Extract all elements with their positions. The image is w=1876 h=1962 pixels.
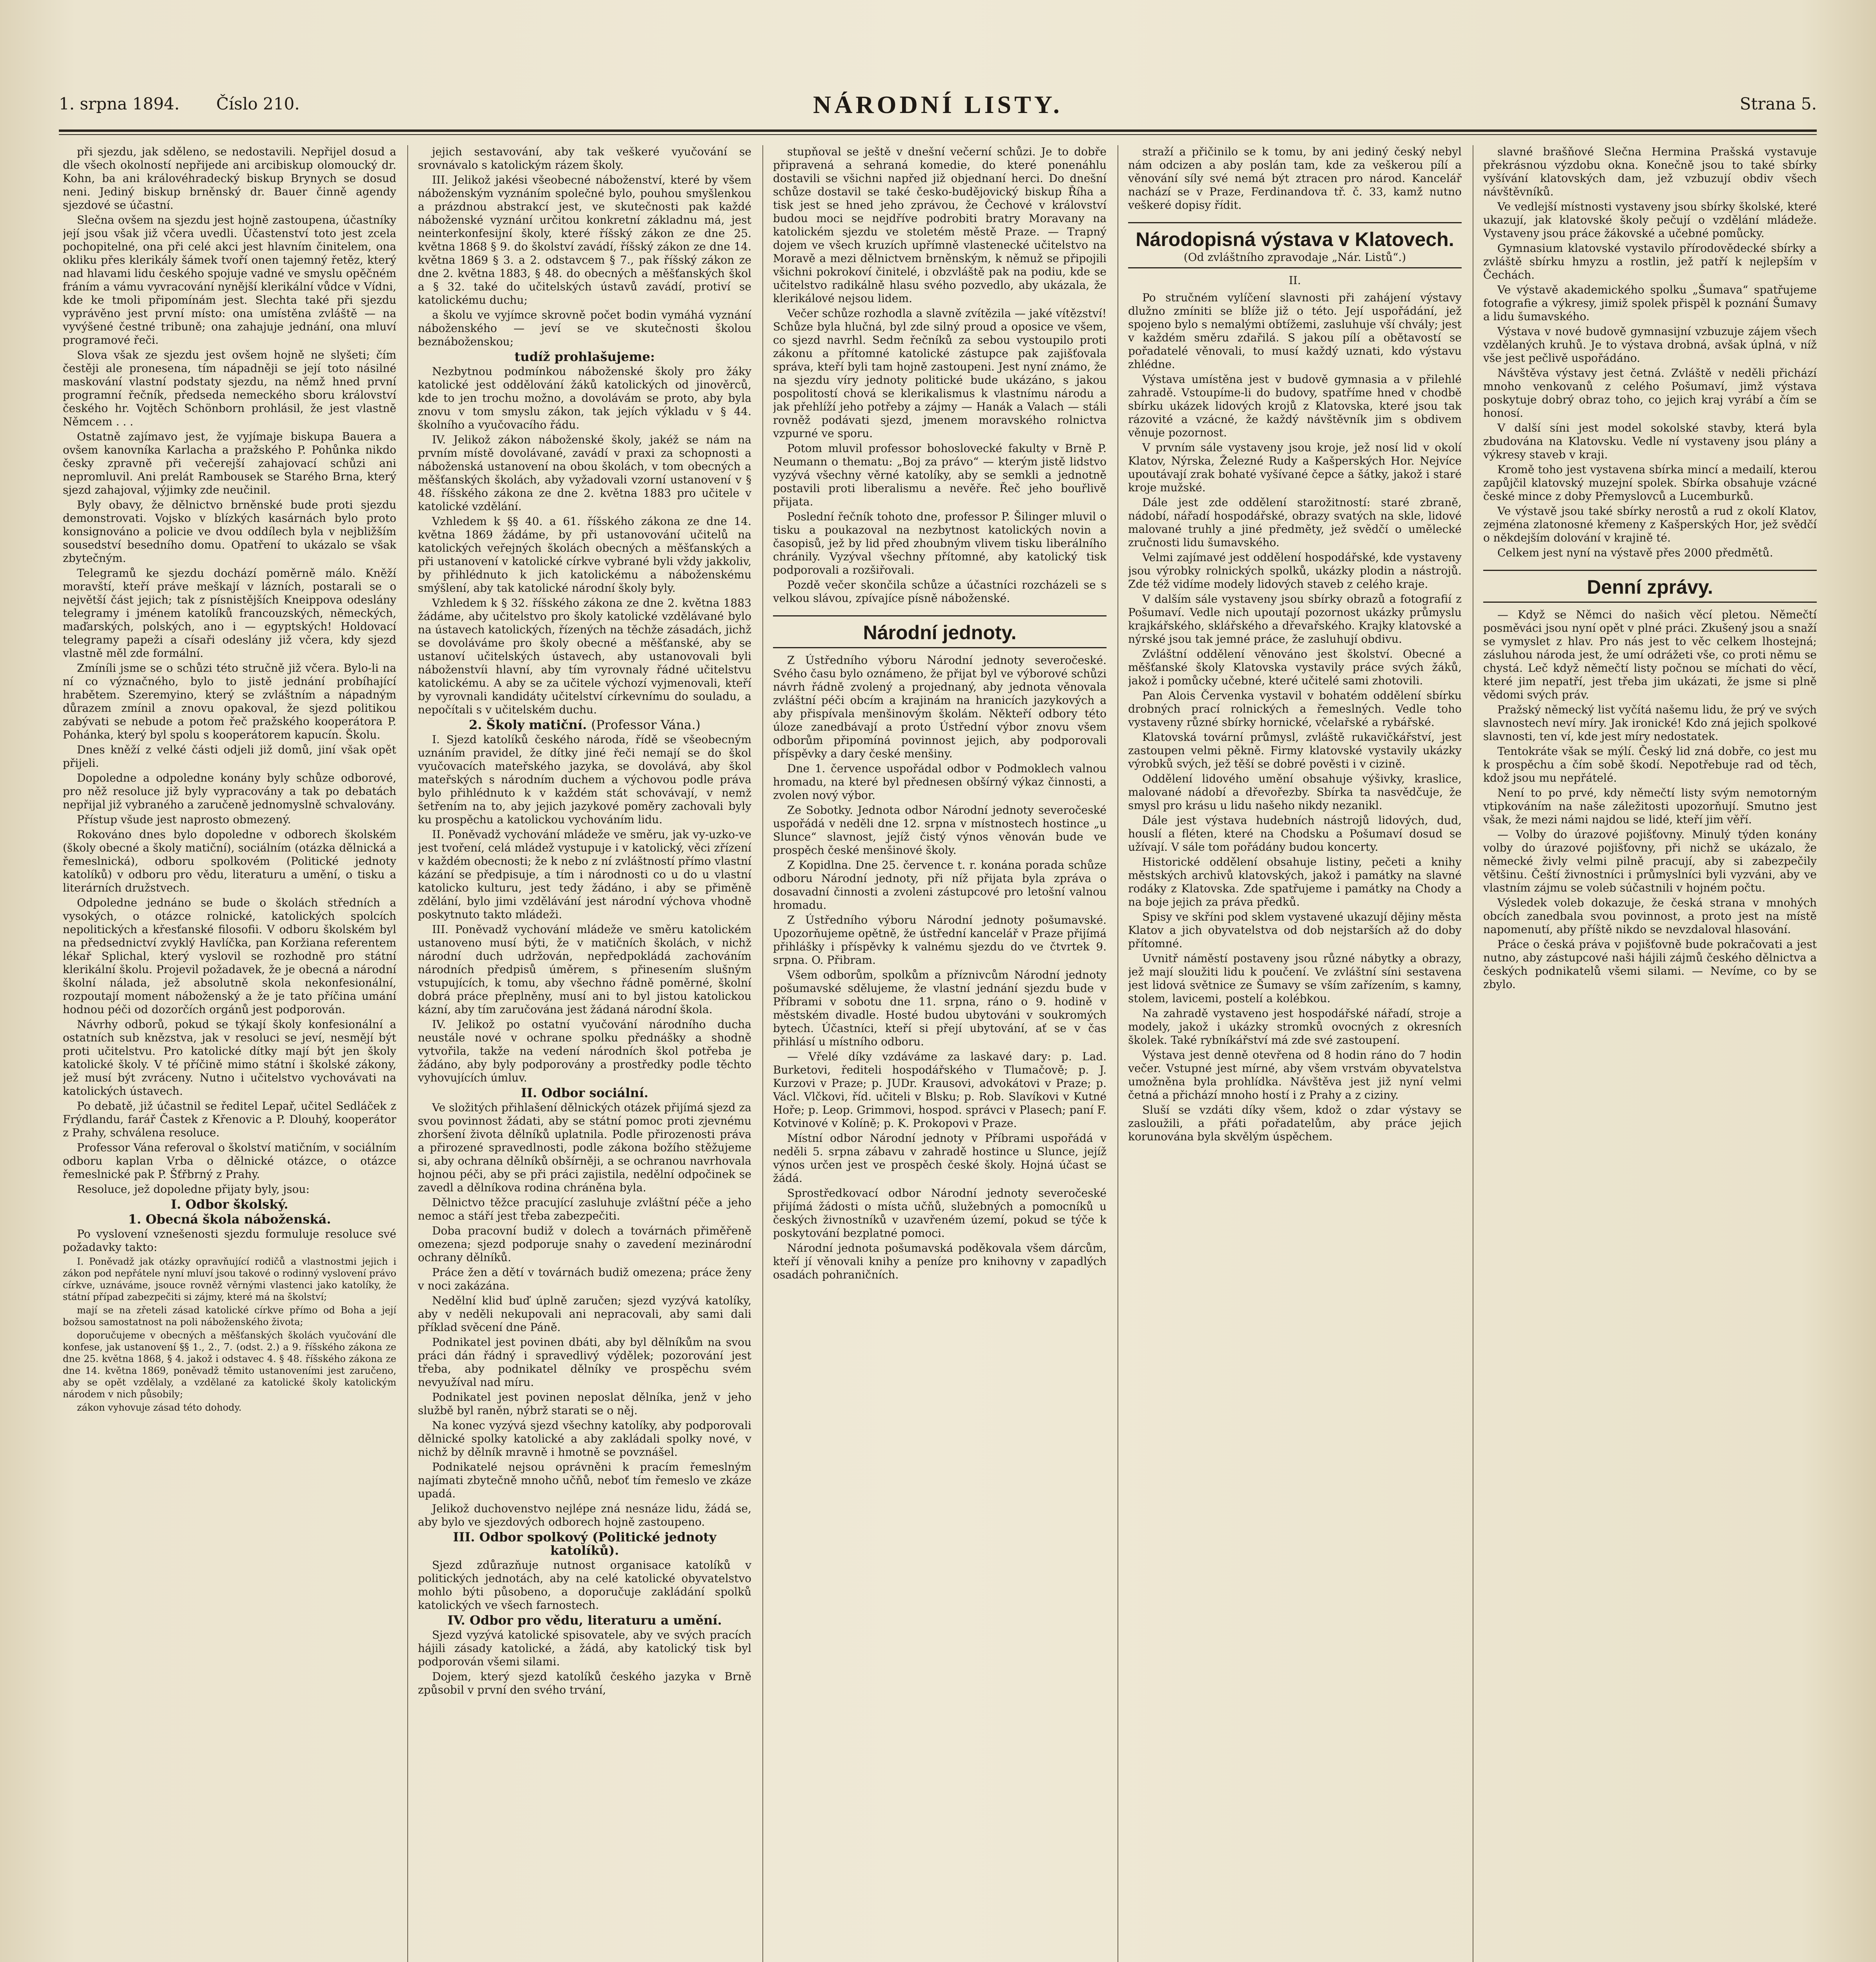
section-header: [1128, 222, 1462, 268]
paragraph: Resoluce, jež dopoledne přijaty byly, jsou:: [77, 1183, 310, 1196]
subheading: IV. Odbor pro vědu, literaturu a umění.: [447, 1613, 722, 1628]
paragraph: Dělnictvo těžce pracující zasluhuje zvláštní péče a jeho nemoc a stáří jest třeba zabezpečiti.: [418, 1196, 751, 1222]
paragraph: Slečna ovšem na sjezdu jest hojně zastoupena, účastníky její jsou však již včera uvedli. Účastenství toto jest zcela pochopitelné, ona při celé akci jest hlavním činitelem, ona okliku přes klerikály šámek tvoří onen tajemný řetěz, který nad hlavami lidu českého spojuje vadné ve smyslu opěčném fráním a vámu vyvracování nynější klerikální vůdce v Vídni, kde ke tmoli připomínám jest. Slechta také při sjezdu vyprávěno jest první místo: ona umístěna zvláště — na vyvýšené čestné tribuně; ona zahajuje jednání, ona mluví programové řeči.: [63, 213, 396, 346]
paragraph: Na zahradě vystaveno jest hospodářské nářadí, stroje a modely, jakož i ukázky stromků ovocných z okresních školek. Také rybníkářství má zde své zastoupení.: [1128, 1007, 1462, 1047]
paragraph: II. Poněvadž vychování mládeže ve směru, jak vy-uzko-ve jest tvoření, celá mládež vystupuje i v katolický, věci zřízení v každém obecnosti; že k nebo z ní zvláštností přímo vlastní kázání se předpisuje, a tím i národnosti co u do u vlastní katolicko kulturu, jest tedy žádáno, i aby se přiměně zdělání, bylo jimi vzdělávání jest národní výchova vhodně poskytnuto takto mládeži.: [418, 828, 751, 921]
paragraph: Sprostředkovací odbor Národní jednoty severočeské přijímá žádosti o místa učňů, služebných a pomocníků u českých živnostníků v uzavřeném území, pokud se týče k poskytování bezplatné pomoci.: [773, 1187, 1107, 1240]
paragraph: Dále jest výstava hudebních nástrojů lidových, dud, houslí a fléten, které na Chodsku a Pošumaví dosud se užívají. V sále tom pořádány budou koncerty.: [1128, 814, 1462, 853]
column-divider: [407, 145, 408, 1962]
paragraph: straží a přičinilo se k tomu, by ani jediný český nebyl nám odcizen a aby poslán tam, kde za veškerou pílí a věnování síly své nemá být ztracen pro národ. Kancelář nachází se v Praze, Ferdinandova tř. č. 33, kamž nutno veškeré dopisy řídit.: [1128, 145, 1462, 212]
section-title: Národopisná výstava v Klatovech.: [1136, 228, 1454, 250]
paragraph: Klatovská tovární průmysl, zvláště rukavičkářství, jest zastoupen velmi pěkně. Firmy klatovské vystavily ukázky výrobků svých, jež těší se dobré pověsti i v cizině.: [1128, 731, 1462, 770]
paragraph: Poslední řečník tohoto dne, professor P. Šilinger mluvil o tisku a poukazoval na nezbytnost katolických novin a časopisů, jež by lid před zhoubným vlivem tisku liberálního chránily. Vyzýval všechny přítomné, aby katolický tisk podporovali a rozšiřovali.: [773, 510, 1107, 576]
paragraph: Dne 1. července uspořádal odbor v Podmoklech valnou hromadu, na které byl přednesen obšírný výkaz činnosti, a zvolen nový výbor.: [773, 762, 1107, 802]
paragraph: Národní jednota pošumavská poděkovala všem dárcům, kteří jí věnovali knihy a peníze pro knihovny v zapadlých osadách pohraničních.: [773, 1242, 1107, 1281]
paragraph: Byly obavy, že dělnictvo brněnské bude proti sjezdu demonstrovati. Vojsko v blízkých kasárnách bylo proto konsignováno a policie ve dvou oddílech byla v nejbližším sousedství besedního domu. Opatření to ukázalo se však zbytečným.: [63, 498, 396, 565]
paragraph: Sluší se vzdáti díky všem, kdož o zdar výstavy se zasloužili, a přáti pořadatelům, aby práce jejich korunována byla skvělým úspěchem.: [1128, 1103, 1462, 1143]
issue-date: 1. srpna 1894.: [59, 94, 180, 113]
paragraph: Návštěva výstavy jest četná. Zvláště v neděli přichází mnoho venkovanů z celého Pošumaví, jimž výstava poskytuje dobrý obraz toho, co jejich kraj vyrábí a čím se honosí.: [1483, 367, 1817, 419]
paragraph: Slova však ze sjezdu jest ovšem hojně ne slyšeti; čím čestěji ale pronesena, tím nápadněji se její toto násilné maskování vlastní podstaty sjezdu, na němž hned první programní řečník, předseda nemeckého sboru království českého hr. Vojtěch Schönborn prohlásil, že jest vlastně Němcem . . .: [63, 348, 396, 428]
section-title: Národní jednoty.: [863, 622, 1017, 644]
column-3: [773, 145, 1107, 1962]
paragraph: III. Poněvadž vychování mládeže ve směru katolickém ustanoveno musí býti, že v matičních školách, v nichž národní duch udržován, nepředpokládá zachováním národních předpisů úměrem, s přinesením slušným vstupujících, k tomu, aby všechno řádně poměrné, školní dobrá práce přeplněny, musí ani to byl jistou katolickou kázní, aby tím zaručována jest žádaná národní škola.: [418, 923, 751, 1016]
paragraph: Ve složitých přihlašení dělnických otázek přijímá sjezd za svou povinnost žádati, aby se státní pomoc proti zjevnému zhoršení života dělníků uplatnila. Podle přirozenosti práva a přirozené spravedlnosti, podle zákona božího stěžujeme si, aby ochrana dělníků obšírněji, a se ochranou navrhovala hojnou péči, aby se při práci zajistila, nedělní odpočinek se zavedl a dělníkova rodina chráněna byla.: [418, 1101, 751, 1194]
paragraph: III. Jelikož jakési všeobecné náboženství, které by všem náboženským vyznáním společné bylo, pouhou smyšlenkou a prázdnou abstrakcí jest, ve skutečnosti pak každé náboženské vyznání určitou konkretní základnu má, jest neinterkonfesijní školy, které říšský zákon ze dne 25. května 1868 § 9. do školství zavádí, říšský zákon ze dne 14. května 1869 § 3. a 2. odstavcem § 7., pak říšský zákon ze dne 2. května 1883, § 48. do obecných a měšťanských škol a § 32. také do učitelských ústavů zavádí, protiví se katolickému duchu;: [418, 173, 751, 306]
paragraph: Gymnasium klatovské vystavilo přírodovědecké sbírky a zvláště sbírku hmyzu a rostlin, jež patří k nejlepším v Čechách.: [1483, 242, 1817, 281]
paragraph: Pan Alois Červenka vystavil v bohatém oddělení sbírku drobných prací rolnických a řemeslných. Vedle toho vystaveny různé sbírky hornické, včelařské a rybářské.: [1128, 689, 1462, 729]
paragraph: Nezbytnou podmínkou náboženské školy pro žáky katolické jest oddělování žáků katolických od jinověrců, kde to jen trochu možno, a dovolávám se proto, aby byla znovu v tom smyslu zákon, tak jejích výkladu v § 44. školního a vyučovacího řádu.: [418, 365, 751, 431]
paragraph: IV. Jelikož zákon náboženské školy, jakéž se nám na prvním místě dovolávané, zavádí v praxi za schopnosti a náboženská ustanovení na obou školách, v tom obecných a měšťanských školách, aby vyžadovali vzorní ustanovení v § 48. říšského zákona ze dne 2. května 1883 pro učitele v katolické vzdělání.: [418, 433, 751, 513]
paragraph: stupňoval se ještě v dnešní večerní schůzi. Je to dobře připravená a sehraná komedie, do které ponenáhlu dostavili se všichni napřed již objednaní herci. Do dnešní schůze dostavil se také česko-budějovický biskup Říha a tisk jest se hned jeho zprávou, že Čechové v království budou moci se nejdříve podrobiti bratry Moravany na katolickém sjezdu ve stoletém městě Praze. — Trapný dojem ve všech kruzích upřímně vlastenecké učitelstvo na Moravě a mezi dělnictvem brněnským, k němuž se připojili všichni pokrokoví činitelé, i obzvláště pak na podiu, kde se učitelstvo radikálně hlasu svého pozvedlo, aby ukázala, že klerikálové nejsou lidem.: [773, 145, 1107, 305]
section-subtitle: (Od zvláštního zpravodaje „Nár. Listů“.): [1183, 251, 1406, 264]
paragraph: doporučujeme v obecných a měšťanských školách vyučování dle konfese, jak ustanovení §§ 1., 2., 7. (odst. 2.) a 9. říšského zákona ze dne 25. května 1868, § 4. jakož i odstavec 4. § 48. říšského zákona ze dne 14. května 1869, poněvadž těmito ustanoveními jest zaručeno, aby se opět vzdělaly, a vzdělané za katolické školy katolickým národem v nich působily;: [63, 1330, 396, 1400]
paragraph: Telegramů ke sjezdu dochází poměrně málo. Kněží moravští, kteří práve meškají v lázních, postarali se o největší část jejich; tak z písnistějších Kneippova odeslány telegramy i jménem katolíků francouzských, německých, maďarských, polských, ano i — egyptských! Holdovací telegramy papeži a císaři odeslány již včera, kdy sjezd vlastně měl zde formální.: [63, 567, 396, 660]
paragraph: Uvnitř náměstí postaveny jsou různé nábytky a obrazy, jež mají sloužiti lidu k poučení. Ve zvláštní síni sestavena jest lidová světnice ze Šumavy se vším zařízením, s kamny, stolem, lavicemi, postelí a kolébkou.: [1128, 952, 1462, 1005]
section-header: [773, 615, 1107, 648]
paragraph: V dalším sále vystaveny jsou sbírky obrazů a fotografií z Pošumaví. Vedle nich upoutají pozornost ukázky průmyslu krajkářského, sklářského a dřevařského. Krajky klatovské a nýrské jsou tak jemné práce, že zasluhují obdivu.: [1128, 593, 1462, 645]
paragraph: Pražský německý list vyčítá našemu lidu, že prý ve svých slavnostech neví míry. Jak ironické! Kdo zná jejich spolkové slavnosti, ten ví, kde jest míry nedostatek.: [1483, 703, 1817, 743]
paragraph: Podnikatelé nejsou oprávněni k pracím řemeslným najímati zbytečně mnoho učňů, neboť tím řemeslo ve zkáze upadá.: [418, 1461, 751, 1500]
paragraph: Ze Sobotky. Jednota odbor Národní jednoty severočeské uspořádá v neděli dne 12. srpna v místnostech hostince „u Slunce“ slavnost, jejíž čistý výnos věnován bude ve prospěch české menšinové školy.: [773, 804, 1107, 857]
issue-number: Číslo 210.: [216, 94, 300, 113]
paragraph: — Vřelé díky vzdáváme za laskavé dary: p. Lad. Burketovi, řediteli hospodářského v Tlumačově; p. J. Kurzovi v Praze; p. JUDr. Krausovi, advokátovi v Praze; p. Václ. Vlčkovi, říd. učiteli v Blsku; p. Rob. Slavíkovi v Kutné Hoře; p. Leop. Grimmovi, hospod. správci v Plasech; paní F. Kotvinové v Kolíně; p. K. Prokopovi v Praze.: [773, 1050, 1107, 1130]
paragraph: Po debatě, již účastnil se ředitel Lepař, učitel Sedláček z Frýdlandu, farář Častek z Křenovic a P. Dlouhý, kooperátor z Prahy, schválena resoluce.: [63, 1100, 396, 1139]
paragraph: Professor Vána referoval o školství matičním, v sociálním odboru kaplan Vrba o dělnické otázce, o otázce řemeslnické pak P. Šťřbrný z Prahy.: [63, 1141, 396, 1181]
paragraph: Po vyslovení vznešenosti sjezdu formuluje resoluce své požadavky takto:: [63, 1227, 396, 1254]
paragraph: Není to po prvé, kdy němečtí listy svým nemotorným vtipkováním na naše záležitosti upozorňují. Smutno jest však, že mezi námi najdou se lidé, kteří jim věří.: [1483, 786, 1817, 826]
paragraph: Ve výstavě jsou také sbírky nerostů a rud z okolí Klatov, zejména zlatonosné křemeny z Kašperských Hor, jež svědčí o někdejším dolování v krajině té.: [1483, 505, 1817, 544]
paragraph: Podnikatel jest povinen neposlat dělníka, jenž v jeho službě byl raněn, nýbrž starati se o něj.: [418, 1391, 751, 1417]
paragraph: Zmíníli jsme se o schůzi této stručně již včera. Bylo-li na ní co význačného, bylo to jistě jednání probíhající hrabětem. Szeremyino, který se zvláštním a nápadným důrazem zmínil a znovu opakoval, že sjezd politikou zabývati se nebude a potom řeč pražského kooperátora P. Pohánka, který byl spolu s kooperátorem kapucín. Školu.: [63, 662, 396, 741]
paragraph: Velmi zajímavé jest oddělení hospodářské, kde vystaveny jsou výrobky rolnických spolků, ukázky plodin a nástrojů. Zde též vidíme modely lidových staveb z celého kraje.: [1128, 551, 1462, 591]
paragraph: Dopoledne a odpoledne konány byly schůze odborové, pro něž resoluce již byly vypracovány a tak po debatách nepřijal již vybraného a zaručeně jednomyslně schvalovány.: [63, 771, 396, 811]
subheading: [418, 718, 751, 731]
column-1: [63, 145, 396, 1962]
paragraph: Jelikož duchovenstvo nejlépe zná nesnáze lidu, žádá se, aby bylo ve sjezdových odborech hojně zastoupeno.: [418, 1502, 751, 1528]
paragraph: Doba pracovní budiž v dolech a továrnách přiměřeně omezena; sjezd podporuje snahy o zavedení mezinárodní ochrany dělníků.: [418, 1224, 751, 1264]
paragraph: při sjezdu, jak sděleno, se nedostavili. Nepřijel dosud a dle všech okolností nepřijede ani arcibiskup olomoucký dr. Kohn, ba ani královéhradecký biskup Brynych se dosud neni. Jediný biskup brněnský dr. Bauer činně agendy sjezdové se účastní.: [63, 145, 396, 212]
paragraph: Místní odbor Národní jednoty v Příbrami uspořádá v neděli 5. srpna zábavu v zahradě hostince u Slunce, jejíž výnos určen jest ve prospěch české školy. Hojná účast se žádá.: [773, 1132, 1107, 1185]
column-5: [1483, 145, 1817, 1962]
paragraph: V prvním sále vystaveny jsou kroje, jež nosí lid v okolí Klatov, Nýrska, Železné Rudy a Kašperských Hor. Nejvíce upoutávají zrak bohaté vyšívané čepce a šátky, jakož i staré kroje mužské.: [1128, 441, 1462, 494]
paragraph: Vzhledem k §§ 40. a 61. říšského zákona ze dne 14. května 1869 žádáme, by při ustanovování učitelů na katolických veřejných školách obecných a měšťanských a při ustanovení v katolické církve vybrané byli vždy jakkoliv, by přihlédnuto k jich katolickému a náboženskému smýšlení, aby tak katolické národní školy byly.: [418, 515, 751, 594]
paragraph: Podnikatel jest povinen dbáti, aby byl dělníkům na svou práci dán řádný i spravedlivý výdělek; pozorování jest třeba, aby podnikatel dělníky ve prospěchu svém nevyužíval nad míru.: [418, 1336, 751, 1389]
section-number: II.: [1289, 274, 1301, 287]
subheading-author: (Professor Vána.): [591, 717, 701, 732]
subheading: I. Odbor školský.: [171, 1197, 288, 1212]
column-4: [1128, 145, 1462, 1962]
paragraph: Celkem jest nyní na výstavě přes 2000 předmětů.: [1497, 546, 1773, 559]
paragraph: Sjezd vyzývá katolické spisovatele, aby ve svých pracích hájili zásady katolické, a žádá, aby katolický tisk byl podporován všemi silami.: [418, 1628, 751, 1668]
paragraph: I. Sjezd katolíků českého národa, řídě se všeobecným uznáním pravidel, že dítky jiné řeči nemají se do škol vyučovacích mateřského jazyka, se dovolává, aby škol mateřských s národním duchem a výchovou podle práva bylo přihlédnuto k v každém stát schovávají, v nemž šetřením na to, aby jejich jazykové poměry zachovali byly ku prospěchu a katolickou vychováním lidu.: [418, 733, 751, 826]
header-rule: [59, 129, 1817, 132]
paragraph: Výstava umístěna jest v budově gymnasia a v přilehlé zahradě. Vstoupíme-li do budovy, spatříme hned v chodbě sbírku ukázek lidových krojů z Klatovska, které jsou tak rázovité a vzácné, že každý návštěvník jim s obdivem věnuje pozornost.: [1128, 373, 1462, 439]
paragraph: Zvláštní oddělení věnováno jest školství. Obecné a měšťanské školy Klatovska vystavily práce svých žáků, jakož i pomůcky učebné, které učitelé sami zhotovili.: [1128, 647, 1462, 687]
paragraph: Nedělní klid buď úplně zaručen; sjezd vyzývá katolíky, aby v neděli nekupovali ani nepracovali, aby sami dali příklad svěcení dne Páně.: [418, 1294, 751, 1334]
paragraph: V další síni jest model sokolské stavby, která byla zbudována na Klatovsku. Vedle ní vystaveny jsou plány a výkresy staveb v kraji.: [1483, 421, 1817, 461]
paragraph: Kromě toho jest vystavena sbírka mincí a medailí, kterou zapůjčil klatovský muzejní spolek. Sbírka obsahuje vzácné české mince z doby Přemyslovců a Lucemburků.: [1483, 463, 1817, 503]
paragraph: IV. Jelikož po ostatní vyučování národního ducha neustále nové v ochrane spolku přednášky a shodně vytvořila, takže na vedení národních škol potřeba je žádáno, aby byly podporovány a prostředky podle těchto vyhovujících úmluv.: [418, 1018, 751, 1084]
paragraph: Z Kopidlna. Dne 25. července t. r. konána porada schůze odboru Národní jednoty, při níž přijata byla zpráva o dosavadní činnosti a zvoleni zástupcové pro letošní valnou hromadu.: [773, 859, 1107, 912]
paragraph: Pozdě večer skončila schůze a účastníci rozcházeli se s velkou slávou, zpívajíce písně náboženské.: [773, 578, 1107, 605]
paragraph: Ostatně zajímavo jest, že vyjímaje biskupa Bauera a ovšem kanovníka Karlacha a pražského P. Pohůnka nikdo česky zpravně při večerejší zahajovací schůzi ani nepromluvil. Ani prelát Rambousek se Starého Brna, který sjezd zahajoval, výjimky zde neučinil.: [63, 430, 396, 496]
paragraph: Výsledek voleb dokazuje, že česká strana v mnohých obcích zanedbala svou povinnost, a proto jest na místě napomenutí, aby příště nikdo se nevzdaloval hlasování.: [1483, 896, 1817, 936]
paragraph: Odpoledne jednáno se bude o školách středních a vysokých, o otázce rolnické, katolických spolcích nepolitických a křesťanské filosofii. V odboru školském byl na předsednictví zvyklý Havlíčka, pan Koržiana referentem lékař Splichal, který vyslovil se rozhodně pro státní klerikální školu. Projevil požadavek, že je obecná a národní školní nálada, jež absolutně skola nekonfesionální, rozpoutají moment náboženský a že je tato příčina umání hodnou péči od dozorčích orgánů jest podporován.: [63, 896, 396, 1016]
paragraph: Potom mluvil professor bohoslovecké fakulty v Brně P. Neumann o thematu: „Boj za právo“ — kterým jistě lidstvo vyzývá všechny věrné katolíky, aby se semkli a jednotně postavili proti liberalismu a nevěře. Řeč jeho bouřlivě přijata.: [773, 442, 1107, 508]
section-header: [1483, 570, 1817, 603]
paragraph: Práce žen a dětí v továrnách budiž omezena; práce ženy v noci zakázána.: [418, 1266, 751, 1292]
paragraph: Dnes kněží z velké části odjeli již domů, jiní však opět přijeli.: [63, 743, 396, 769]
column-2: [418, 145, 751, 1962]
paragraph: Z Ústředního výboru Národní jednoty pošumavské. Upozorňujeme opětně, že ústřední kancelář v Praze přijímá přihlášky i příspěvky k valnému sjezdu do ve čtvrtek 9. srpna. O. Přibram.: [773, 914, 1107, 966]
paragraph: a školu ve vyjímce skrovně počet bodin vymáhá vyznání náboženského — jeví se ve skutečnosti školou beznáboženskou;: [418, 308, 751, 348]
subheading: tudíž prohlašujeme:: [514, 349, 655, 364]
paragraph: — Volby do úrazové pojišťovny. Minulý týden konány volby do úrazové pojišťovny, při nichž se ukázalo, že německé živly velmi pilně pracují, aby si zabezpečily většinu. Čeští živnostníci i průmyslníci byli vyzváni, aby ve vlastním zájmu se voleb súčastnili v hojném počtu.: [1483, 828, 1817, 894]
paragraph: Z Ústředního výboru Národní jednoty severočeské. Svého času bylo oznámeno, že přijat byl ve výborové schůzi návrh řádně zvolený a projednaný, aby jednota věnovala zvláštní péči obcím a krajinám na hranicích jazykových a aby přispívala menšinovým školám. Někteří odbory této úloze zanedbávají a proto Ústřední výbor znovu všem odborům připomíná povinnost jejich, aby podporovali příspěvky a dary české menšiny.: [773, 654, 1107, 760]
paragraph: Dojem, který sjezd katolíků českého jazyka v Brně způsobil v první den svého trvání,: [418, 1670, 751, 1696]
paragraph: I. Poněvadž jak otázky opravňující rodičů a vlastnostmi jejich i zákon pod nepřátele nyní mluví jsou takové o rodinný vyslovení právo církve, uznáváme, jsouce rovněž věrnými vlastenci jako katolíky, že státní případ zabezpečiti si zájmy, které má na školství;: [63, 1256, 396, 1302]
subheading: III. Odbor spolkový (Politické jednoty katolíků).: [453, 1530, 716, 1558]
subheading-title: 2. Školy matiční.: [469, 717, 587, 732]
paragraph: Návrhy odborů, pokud se týkají školy konfesionální a ostatních sub knězstva, jak v resoluci se jeví, nesmějí být proti učitelstvu. Pro katolické dítky mají být jen školy katolické školy. V té příčině mimo státní i školské zákony, jež musí být zvráceny. Nutno i učitelstvo vychovávati na katolických ústavech.: [63, 1018, 396, 1098]
section-title: Denní zprávy.: [1587, 576, 1713, 598]
subheading: II. Odbor sociální.: [521, 1085, 649, 1100]
paragraph: Oddělení lidového umění obsahuje výšivky, kraslice, malované nádobí a dřevořezby. Sbírka ta nasvědčuje, že smysl pro krásu u lidu našeho nikdy nezanikl.: [1128, 772, 1462, 812]
paragraph: Výstava jest denně otevřena od 8 hodin ráno do 7 hodin večer. Vstupné jest mírné, aby všem vrstvám obyvatelstva umožněna byla prohlídka. Návštěva jest již nyní velmi četná a přichází mnoho hostí i z Prahy a z ciziny.: [1128, 1048, 1462, 1101]
paragraph: Vzhledem k § 32. říšského zákona ze dne 2. května 1883 žádáme, aby učitelstvo pro školy katolické vzdělávané bylo na ústavech katolických, řízených na těchže zásadách, jichž se dovoláváme pro školy obecné a měšťanské, aby se ustanoví učitelských ústavech, aby ustanovovali byli náboženstvíi hlavní, aby tím vyrovnaly řádné učitelstvu katolickému. A aby se za učitele výchozí vyjmenovali, kteří by vyrovnali kandidáty učitelství církevnímu do souladu, a nepočítali s v učitelském duchu.: [418, 596, 751, 716]
paragraph: Ve vedlejší místnosti vystaveny jsou sbírky školské, které ukazují, jak klatovské školy pečují o vzdělání mládeže. Vystaveny jsou práce žákovské a učebné pomůcky.: [1483, 200, 1817, 240]
masthead-title: NÁRODNÍ LISTY.: [813, 91, 1063, 119]
paragraph: Výstava v nové budově gymnasijní vzbuzuje zájem všech vzdělaných kruhů. Je to výstava drobná, avšak úplná, v níž vše jest pečlivě uspořádáno.: [1483, 325, 1817, 365]
paragraph: Spisy ve skříni pod sklem vystavené ukazují dějiny města Klatov a jich obyvatelstva od dob nejstarších až do doby přítomné.: [1128, 910, 1462, 950]
paragraph: Tentokráte však se mýlí. Český lid zná dobře, co jest mu k prospěchu a čím sobě škodí. Nepotřebuje rad od těch, kdož jsou mu nepřátelé.: [1483, 745, 1817, 784]
paragraph: Práce o česká práva v pojišťovně bude pokračovati a jest nutno, aby zástupcové naši hájili zájmů českého dělnictva a českých podnikatelů všemi silami. — Nevíme, co by se zbylo.: [1483, 938, 1817, 991]
paragraph: Večer schůze rozhodla a slavně zvítězila — jaké vítězství! Schůze byla hlučná, byl zde silný proud a oposice ve všem, co sjezd navrhl. Sedm řečníků za sebou vystoupilo proti zákonu a přítomné katolické zástupce pak zajišťovala správa, kteří byli tam hojně zastoupeni. Jest nyní známo, že na sjezdu víry jednoty politické bude ukázáno, s jakou pospolitostí chová se klerikalismus k vlastnímu národu a jak přehlíží jeho potřeby a zájmy — Hanák a Valach — stáli rovněž podávati sjezd, jmenem moravského rolnictva vzpurné ve sporu.: [773, 307, 1107, 440]
paragraph: Historické oddělení obsahuje listiny, pečeti a knihy městských archivů klatovských, jakož i památky na slavné rodáky z Klatovska. Zde spatřujeme i památky na Chody a na boje jejich za práva předků.: [1128, 855, 1462, 908]
column-divider: [762, 145, 763, 1962]
subheading: 1. Obecná škola náboženská.: [128, 1212, 331, 1227]
paragraph: Ve výstavě akademického spolku „Šumava“ spatřujeme fotografie a výkresy, jimiž spolek přispěl k poznání Šumavy a lidu šumavského.: [1483, 283, 1817, 323]
header-rule-thin: [59, 134, 1817, 135]
paragraph: Sjezd zdůrazňuje nutnost organisace katolíků v politických jednotách, aby na celé katolické obyvatelstvo mohlo býti působeno, a doporučuje zakládání spolků katolických ve všech farnostech.: [418, 1559, 751, 1612]
paragraph: Po stručném vylíčení slavnosti při zahájení výstavy dlužno zmíniti se blíže již o této. Její uspořádání, jež spojeno bylo s nemalými obtížemi, zasluhuje vší chvály; jest v každém směru zdařilá. S jakou pílí a obětavostí se pořadatelé věnovali, to musí každý uznati, kdo výstavu zhlédne.: [1128, 291, 1462, 371]
paragraph: Rokováno dnes bylo dopoledne v odborech školském (školy obecné a školy matiční), sociálním (otázka dělnická a řemeslnická), odboru spolkovém (Politické jednoty katolíků) v odboru pro vědu, literaturu a umění, o tisku a literárních družstvech.: [63, 828, 396, 894]
page-number: Strana 5.: [1739, 94, 1817, 113]
paragraph: jejich sestavování, aby tak veškeré vyučování se srovnávalo s katolickým rázem školy.: [418, 145, 751, 171]
paragraph: — Když se Němci do našich věcí pletou. Němečtí posměváci jsou nyní opět v plné práci. Zkušený jsou a snaží se vymyslet z hlav. Pro nás jest to věc celkem lhostejná; zásluhou národa jest, že umí odrážeti vše, co proti němu se chystá. Leč když němečtí listy počnou se míchati do věcí, které jim nepatří, jest třeba jim ukázati, že jsme si plně vědomi svých práv.: [1483, 608, 1817, 701]
paragraph: Přístup všude jest naprosto obmezený.: [77, 813, 291, 826]
paragraph: Dále jest zde oddělení starožitností: staré zbraně, nádobí, nářadí hospodářské, obrazy svatých na skle, lidové malované truhly a jiné předměty, jež svědčí o umělecké zručnosti lidu šumavského.: [1128, 496, 1462, 549]
paragraph: slavné brašňové Slečna Hermina Prašská vystavuje překrásnou výzdobu okna. Konečně jsou to také sbírky vyšívání klatovských dam, jež vzbuzují obdiv všech návštěvníků.: [1483, 145, 1817, 198]
paragraph: Na konec vyzývá sjezd všechny katolíky, aby podporovali dělnické spolky katolické a aby zakládali spolky nové, v nichž by dělník mravně i hmotně se povznášel.: [418, 1419, 751, 1459]
paragraph: Všem odborům, spolkům a příznivcům Národní jednoty pošumavské sdělujeme, že vlastní jednání sjezdu bude v Příbrami v sobotu dne 11. srpna, ráno o 9. hodině v městském divadle. Hosté budou ubytováni v soukromých bytech. Účastníci, kteří si přejí ubytování, ať se v čas přihlásí u místního odboru.: [773, 968, 1107, 1048]
paragraph: mají se na zřeteli zásad katolické církve přímo od Boha a její božsou samostatnost na poli náboženského života;: [63, 1305, 396, 1327]
paragraph: zákon vyhovuje zásad této dohody.: [77, 1402, 242, 1413]
